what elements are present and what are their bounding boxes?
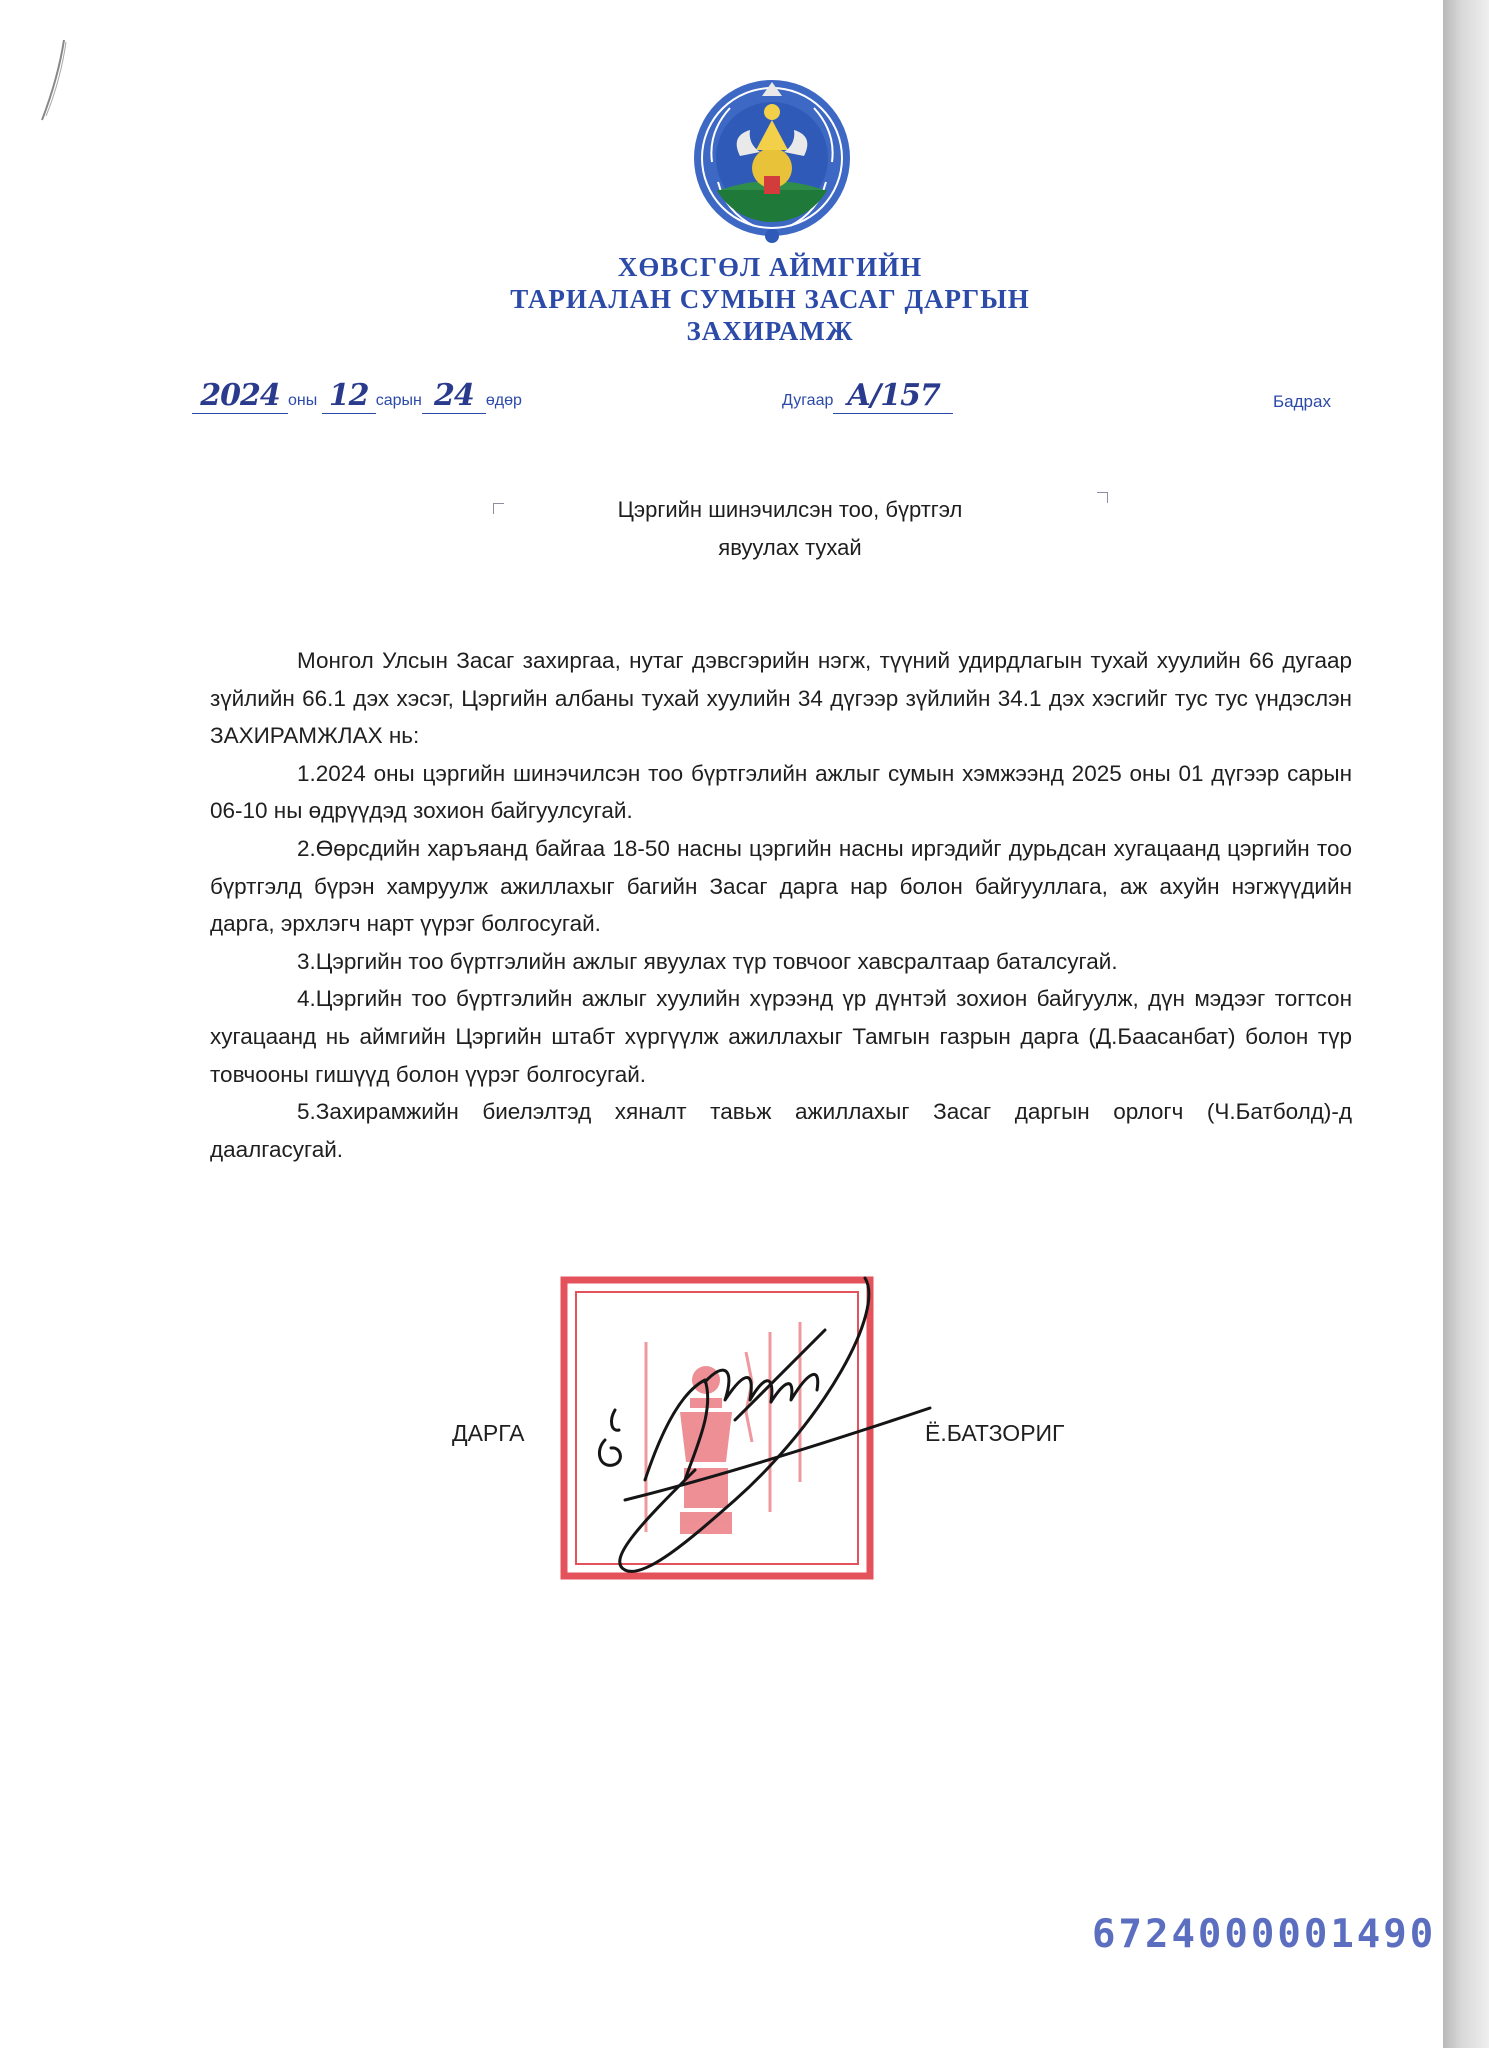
day-label: өдөр (485, 392, 522, 409)
signer-title: ДАРГА (452, 1420, 525, 1446)
place-name: Бадрах (1273, 392, 1331, 411)
date-month: 12 (322, 378, 376, 414)
subject-corner-right (1097, 492, 1108, 503)
month-label: сарын (375, 392, 422, 409)
paragraph-4: 4.Цэргийн тоо бүртгэлийн ажлыг хуулийн хүрээнд үр дүнтэй зохион байгуулж, дүн мэдээг тогтсон хугацаанд нь аймгийн Цэргийн штабт хүргүүлж ажиллахыг Тамгын газрын дарга (Д.Баасанбат) болон түр товчооны гишүүд болон үүрэг болгосугай. (210, 986, 1352, 1087)
paragraph-3: 3.Цэргийн тоо бүртгэлийн ажлыг явуулах түр товчоог хавсралтаар баталсугай. (297, 948, 1118, 974)
paragraph-preamble: Монгол Улсын Засаг захиргаа, нутаг дэвсгэрийн нэгж, түүний удирдлагын тухай хуулийн 66 дугаар зүйлийн 66.1 дэх хэсэг, Цэргийн албаны тухай хуулийн 34 дүгээр зүйлийн 34.1 дэх хэсгийг тус тус үндэслэн ЗАХИРАМЖЛАХ нь: (210, 648, 1352, 749)
paragraph-5: 5.Захирамжийн биелэлтэд хяналт тавьж ажиллахыг Засаг даргын орлогч (Ч.Батболд)-д даалгасугай. (210, 1099, 1352, 1162)
pen-mark (36, 36, 76, 126)
issuer-line-1: ХӨВСГӨЛ АЙМГИЙН (617, 252, 923, 282)
date-year: 2024 (192, 378, 288, 414)
paragraph-2: 2.Өөрсдийн харъяанд байгаа 18-50 насны цэргийн насны иргэдийг дурьдсан хугацаанд цэргийн тоо бүртгэлд бүрэн хамруулж ажиллахыг багийн Засаг дарга нар болон байгууллага, аж ахуйн нэгжүүдийн дарга, эрхлэгч нарт үүрэг болгосугай. (210, 835, 1352, 937)
handwritten-signature (585, 1270, 935, 1590)
subject-line-1: Цэргийн шинэчилсэн тоо, бүртгэл (617, 497, 963, 522)
subject-line-2: явуулах тухай (718, 535, 862, 560)
paragraph-1: 1.2024 оны цэргийн шинэчилсэн тоо бүртгэлийн ажлыг сумын хэмжээнд 2025 оны 01 дүгээр сарын 06-10 ны өдрүүдэд зохион байгуулсугай. (210, 760, 1352, 824)
document-number: А/157 (833, 378, 953, 414)
document-number-field (782, 378, 953, 418)
date-field (192, 378, 522, 418)
document-type: ЗАХИРАМЖ (686, 316, 854, 346)
state-emblem-icon (690, 72, 854, 244)
body-text (210, 642, 1352, 1168)
scan-edge (1443, 0, 1489, 2048)
date-day: 24 (422, 378, 486, 414)
number-label: Дугаар (782, 392, 834, 409)
issuer-line-2: ТАРИАЛАН СУМЫН ЗАСАГ ДАРГЫН (510, 284, 1030, 314)
document-serial: 6724000001490 (1092, 1912, 1437, 1957)
year-label: оны (288, 392, 318, 409)
signer-name: Ё.БАТЗОРИГ (925, 1420, 1065, 1446)
